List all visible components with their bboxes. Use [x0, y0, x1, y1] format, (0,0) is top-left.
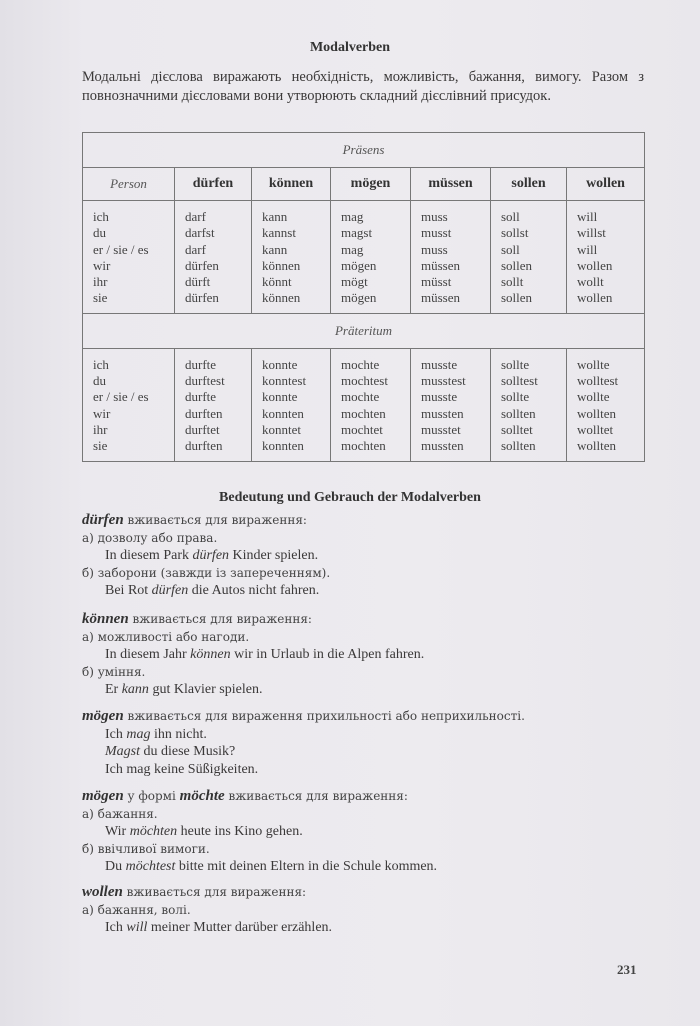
person: sie — [93, 438, 108, 454]
example-verb: möchten — [129, 824, 178, 839]
verb-form: müsst — [421, 274, 452, 290]
verb-form: mochtet — [341, 421, 383, 437]
example-text: Bei Rot — [105, 583, 152, 598]
usage-intro: вживається для вираження: — [224, 789, 408, 803]
usage-block-moegen — [82, 708, 662, 778]
verb-form: sollt — [501, 274, 524, 290]
usage-block-moechte — [82, 788, 662, 876]
muessen-praesens-forms — [411, 201, 491, 314]
verb-form: soll — [501, 209, 520, 224]
verb-form: musst — [421, 225, 452, 241]
verb-form: können — [262, 257, 301, 273]
verb-form: solltet — [501, 421, 533, 437]
example-verb: dürfen — [192, 548, 230, 563]
usage-verb: dürfen — [82, 512, 124, 528]
usage-item-b: б) заборони (завжди із запереченням). — [82, 565, 331, 580]
verb-form: mochte — [341, 389, 380, 405]
verb-form: müssen — [421, 290, 460, 306]
verb-form: will — [577, 241, 598, 257]
person: ihr — [93, 421, 108, 437]
verb-form: durftest — [185, 373, 225, 389]
column-header-moegen: mögen — [331, 168, 411, 201]
intro-paragraph: Модальні дієслова виражають необхідність, можливість, бажання, вимогу. Разом з повнозначними дієсловами вони утворюють складний дієслівний присудок. — [82, 69, 644, 104]
example-text: Ich — [105, 726, 127, 742]
modal-verbs-conjugation-table — [82, 132, 645, 462]
verb-form: konntet — [262, 421, 301, 437]
usage-verb: wollen — [82, 884, 123, 900]
praesens-data-row — [83, 201, 645, 314]
verb-form: darf — [185, 209, 206, 224]
person: er / sie / es — [93, 241, 149, 257]
muessen-praeteritum-forms — [411, 348, 491, 461]
example-text: Du — [105, 859, 126, 874]
example-verb: dürfen — [151, 583, 189, 598]
verb-form: dürfen — [185, 257, 219, 273]
example-text: heute ins Kino gehen. — [177, 824, 303, 839]
example-text: wir in Urlaub in die Alpen fahren. — [230, 647, 425, 662]
usage-example — [82, 726, 662, 744]
verb-form: soll — [501, 241, 520, 257]
duerfen-praeteritum-forms — [175, 348, 252, 461]
verb-form: durften — [185, 438, 223, 454]
persons-column — [83, 201, 175, 314]
verb-form: darf — [185, 241, 206, 257]
verb-form: wollten — [577, 405, 616, 421]
example-text: Kinder spielen. — [229, 548, 319, 563]
moegen-praesens-forms — [331, 201, 411, 314]
moegen-praeteritum-forms — [331, 348, 411, 461]
verb-form: wolltet — [577, 421, 614, 437]
verb-form: konntest — [262, 373, 307, 389]
verb-form: wollt — [577, 274, 604, 290]
verb-form: sollte — [501, 356, 530, 372]
verb-form: magst — [341, 225, 373, 241]
person: wir — [93, 405, 111, 421]
usage-intro: у формі — [123, 789, 180, 803]
usage-example — [82, 858, 662, 876]
wollen-praesens-forms — [567, 201, 645, 314]
verb-form: willst — [577, 225, 606, 241]
verb-form: könnt — [262, 274, 292, 290]
verb-form: sollten — [501, 438, 536, 454]
usage-intro: вживається для вираження: — [122, 885, 307, 899]
person: ihr — [93, 274, 108, 290]
verb-form: sollten — [501, 405, 536, 421]
column-header-sollen: sollen — [491, 168, 567, 201]
verb-form: dürfen — [185, 290, 219, 306]
usage-example — [82, 823, 662, 841]
usage-example — [82, 919, 662, 937]
column-header-muessen: müssen — [411, 168, 491, 201]
person: du — [93, 373, 106, 389]
column-header-wollen: wollen — [567, 168, 645, 201]
example-text: ihn nicht. — [150, 726, 207, 742]
usage-example — [82, 646, 662, 664]
verb-form: mag — [341, 241, 364, 257]
verb-form: mussten — [421, 405, 464, 421]
verb-form: konnte — [262, 356, 298, 372]
verb-form: können — [262, 290, 301, 306]
usage-item-b: б) ввічливої вимоги. — [82, 841, 210, 856]
usage-verb: können — [82, 611, 129, 627]
verb-form: wollte — [577, 356, 610, 372]
example-text: Wir — [105, 824, 130, 839]
usage-item-a: а) бажання, волі. — [82, 902, 191, 917]
usage-intro: вживається для вираження: — [128, 612, 312, 626]
verb-form: mochten — [341, 438, 386, 454]
column-header-duerfen: dürfen — [175, 168, 252, 201]
usage-block-wollen — [82, 884, 662, 937]
verb-form: mochte — [341, 356, 380, 372]
column-header-person: Person — [83, 168, 175, 201]
usage-item-a: а) бажання. — [82, 806, 158, 821]
wollen-praeteritum-forms — [567, 348, 645, 461]
verb-form: konnten — [262, 438, 304, 454]
page-number: 231 — [617, 962, 637, 977]
verb-form: mussten — [421, 438, 464, 454]
usage-item-a: а) можливості або нагоди. — [82, 629, 250, 644]
verb-form: musstest — [421, 373, 466, 389]
verb-form: sollte — [501, 389, 530, 405]
sollen-praeteritum-forms — [491, 348, 567, 461]
verb-form: wollten — [577, 438, 616, 454]
example-text: bitte mit deinen Eltern in die Schule kommen. — [175, 859, 438, 874]
verb-form: durfte — [185, 356, 217, 372]
usage-block-duerfen — [82, 512, 662, 600]
verb-form: solltest — [501, 373, 538, 389]
example-verb: kann — [121, 682, 149, 697]
verb-form: kann — [262, 241, 288, 257]
verb-form: musstet — [421, 421, 461, 437]
verb-form: wollte — [577, 389, 610, 405]
page-title: Modalverben — [309, 40, 391, 55]
example-verb: können — [190, 647, 231, 662]
verb-form: sollen — [501, 290, 533, 306]
verb-form: muss — [421, 209, 448, 224]
verb-form: konnten — [262, 405, 304, 421]
usage-example: Ich mag keine Süßigkeiten. — [105, 761, 259, 777]
verb-form: müssen — [421, 257, 460, 273]
verb-form: durften — [185, 405, 223, 421]
verb-form: durftet — [185, 421, 220, 437]
example-text: du diese Musik? — [140, 744, 236, 759]
verb-form: musste — [421, 356, 458, 372]
usage-verb: mögen — [82, 788, 124, 804]
example-text: Er — [105, 682, 122, 697]
verb-form: mögen — [341, 257, 377, 273]
verb-form: durfte — [185, 389, 217, 405]
sollen-praesens-forms — [491, 201, 567, 314]
person: er / sie / es — [93, 389, 149, 405]
example-text: die Autos nicht fahren. — [188, 583, 320, 598]
usage-example — [82, 743, 662, 761]
example-text: Ich — [105, 920, 127, 935]
person: sie — [93, 290, 108, 306]
example-verb: Magst — [105, 744, 140, 759]
section-header-praeteritum: Präteritum — [83, 313, 645, 348]
usage-section-title: Bedeutung und Gebrauch der Modalverben — [219, 490, 481, 505]
person: ich — [93, 356, 109, 372]
verb-form: kann — [262, 209, 288, 224]
person: ich — [93, 209, 109, 224]
example-verb: will — [126, 920, 148, 935]
verb-form: wollen — [577, 257, 613, 273]
praeteritum-data-row — [83, 348, 645, 461]
usage-example — [82, 681, 662, 699]
example-verb: möchtest — [125, 859, 176, 874]
usage-verb-form: möchte — [179, 788, 225, 804]
verb-form: sollen — [501, 257, 533, 273]
example-text: In diesem Park — [105, 548, 193, 563]
example-text: meiner Mutter darüber erzählen. — [147, 920, 333, 935]
example-text: In diesem Jahr — [105, 647, 191, 662]
usage-item-b: б) уміння. — [82, 664, 146, 679]
koennen-praeteritum-forms — [252, 348, 331, 461]
duerfen-praesens-forms — [175, 201, 252, 314]
usage-block-koennen — [82, 611, 662, 699]
column-header-koennen: können — [252, 168, 331, 201]
koennen-praesens-forms — [252, 201, 331, 314]
person: wir — [93, 257, 111, 273]
persons-column — [83, 348, 175, 461]
section-header-praesens: Präsens — [83, 133, 645, 168]
verb-form: sollst — [501, 225, 529, 241]
verb-form: darfst — [185, 225, 215, 241]
usage-intro: вживається для вираження прихильності або неприхильності. — [123, 709, 525, 723]
person: du — [93, 225, 106, 241]
verb-form: mögen — [341, 290, 377, 306]
verb-form: muss — [421, 241, 448, 257]
verb-form: mag — [341, 209, 364, 224]
verb-form: mögt — [341, 274, 368, 290]
verb-form: kannst — [262, 225, 296, 241]
verb-form: dürft — [185, 274, 211, 290]
verb-form: konnte — [262, 389, 298, 405]
example-text: gut Klavier spielen. — [148, 682, 263, 697]
verb-form: wolltest — [577, 373, 619, 389]
usage-example — [82, 547, 662, 565]
usage-intro: вживається для вираження: — [123, 513, 307, 527]
usage-item-a: а) дозволу або права. — [82, 530, 218, 545]
verb-form: will — [577, 209, 598, 224]
usage-verb: mögen — [82, 708, 124, 724]
example-verb: mag — [126, 726, 151, 742]
verb-form: musste — [421, 389, 458, 405]
verb-form: mochten — [341, 405, 386, 421]
usage-example — [82, 582, 662, 600]
verb-form: wollen — [577, 290, 613, 306]
verb-form: mochtest — [341, 373, 388, 389]
